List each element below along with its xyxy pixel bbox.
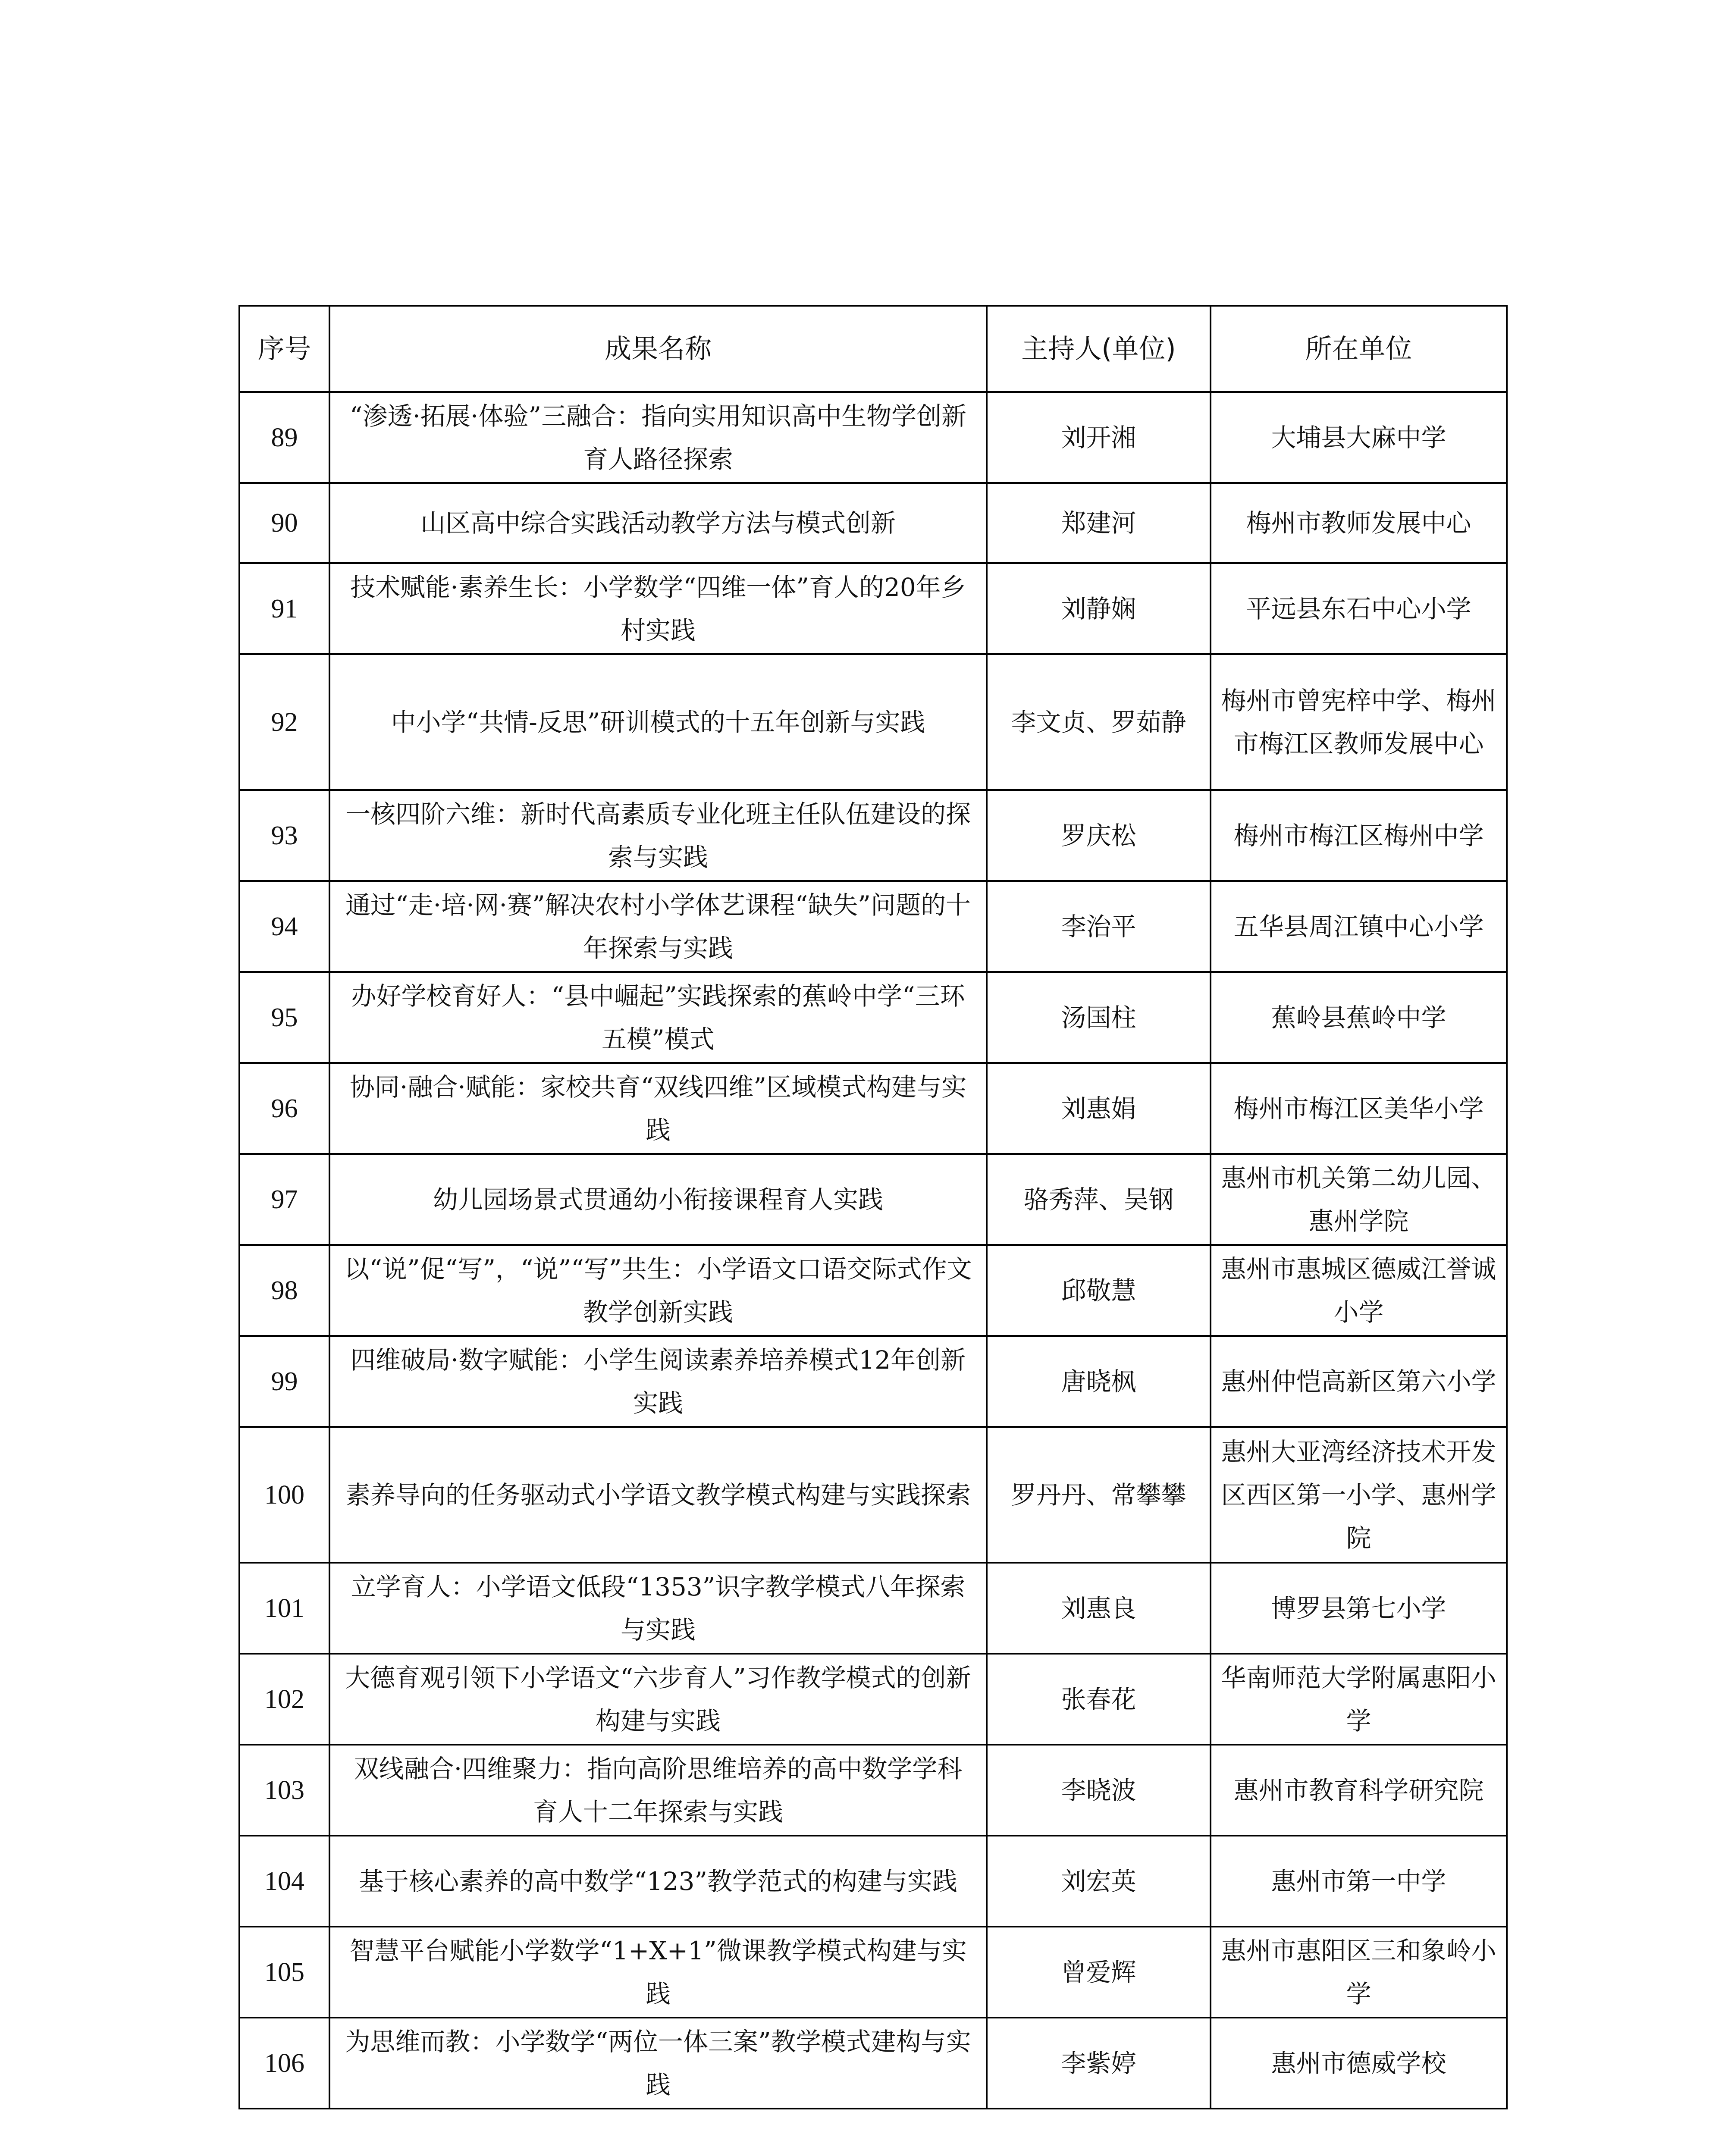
cell-host: 张春花	[987, 1654, 1211, 1745]
cell-title: 大德育观引领下小学语文“六步育人”习作教学模式的创新构建与实践	[329, 1654, 987, 1745]
table-row	[239, 881, 1507, 972]
table-row	[239, 1336, 1507, 1427]
cell-title: 技术赋能·素养生长：小学数学“四维一体”育人的20年乡村实践	[329, 563, 987, 654]
cell-host: 郑建河	[987, 483, 1211, 563]
cell-title: 中小学“共情-反思”研训模式的十五年创新与实践	[329, 654, 987, 790]
cell-title: 以“说”促“写”，“说”“写”共生：小学语文口语交际式作文教学创新实践	[329, 1245, 987, 1336]
cell-title: 山区高中综合实践活动教学方法与模式创新	[329, 483, 987, 563]
cell-title: 素养导向的任务驱动式小学语文教学模式构建与实践探索	[329, 1427, 987, 1563]
cell-title: 通过“走·培·网·赛”解决农村小学体艺课程“缺失”问题的十年探索与实践	[329, 881, 987, 972]
table-row	[239, 1154, 1507, 1245]
table-row	[239, 654, 1507, 790]
table-row	[239, 1245, 1507, 1336]
cell-host: 唐晓枫	[987, 1336, 1211, 1427]
table-row	[239, 1427, 1507, 1563]
table-row	[239, 972, 1507, 1063]
header-seq: 序号	[239, 306, 329, 392]
cell-unit: 博罗县第七小学	[1211, 1563, 1507, 1654]
table-row	[239, 1927, 1507, 2018]
table-row	[239, 1063, 1507, 1154]
cell-title: 一核四阶六维：新时代高素质专业化班主任队伍建设的探索与实践	[329, 790, 987, 881]
header-host: 主持人(单位)	[987, 306, 1211, 392]
cell-seq: 103	[239, 1745, 329, 1836]
cell-title: 幼儿园场景式贯通幼小衔接课程育人实践	[329, 1154, 987, 1245]
cell-unit: 惠州大亚湾经济技术开发区西区第一小学、惠州学院	[1211, 1427, 1507, 1563]
table-row	[239, 392, 1507, 483]
table-header-row	[239, 306, 1507, 392]
cell-host: 刘静娴	[987, 563, 1211, 654]
cell-unit: 惠州市第一中学	[1211, 1836, 1507, 1927]
cell-unit: 惠州市惠城区德威江誉诚小学	[1211, 1245, 1507, 1336]
cell-seq: 100	[239, 1427, 329, 1563]
cell-unit: 梅州市梅江区美华小学	[1211, 1063, 1507, 1154]
cell-unit: 惠州市德威学校	[1211, 2018, 1507, 2109]
cell-unit: 华南师范大学附属惠阳小学	[1211, 1654, 1507, 1745]
cell-title: 办好学校育好人：“县中崛起”实践探索的蕉岭中学“三环五模”模式	[329, 972, 987, 1063]
cell-host: 刘惠娟	[987, 1063, 1211, 1154]
cell-seq: 101	[239, 1563, 329, 1654]
cell-seq: 91	[239, 563, 329, 654]
achievements-table	[238, 305, 1508, 2109]
cell-seq: 99	[239, 1336, 329, 1427]
cell-unit: 梅州市曾宪梓中学、梅州市梅江区教师发展中心	[1211, 654, 1507, 790]
cell-host: 李治平	[987, 881, 1211, 972]
cell-unit: 梅州市教师发展中心	[1211, 483, 1507, 563]
cell-seq: 104	[239, 1836, 329, 1927]
cell-host: 骆秀萍、吴钢	[987, 1154, 1211, 1245]
cell-unit: 惠州市教育科学研究院	[1211, 1745, 1507, 1836]
table-row	[239, 483, 1507, 563]
cell-unit: 惠州仲恺高新区第六小学	[1211, 1336, 1507, 1427]
cell-host: 李紫婷	[987, 2018, 1211, 2109]
cell-host: 邱敬慧	[987, 1245, 1211, 1336]
table-row	[239, 1745, 1507, 1836]
table-row	[239, 1836, 1507, 1927]
cell-host: 刘惠良	[987, 1563, 1211, 1654]
cell-seq: 96	[239, 1063, 329, 1154]
cell-title: 为思维而教：小学数学“两位一体三案”教学模式建构与实践	[329, 2018, 987, 2109]
header-title: 成果名称	[329, 306, 987, 392]
cell-title: 智慧平台赋能小学数学“1+X+1”微课教学模式构建与实践	[329, 1927, 987, 2018]
cell-seq: 90	[239, 483, 329, 563]
cell-seq: 95	[239, 972, 329, 1063]
cell-host: 罗庆松	[987, 790, 1211, 881]
cell-title: “渗透·拓展·体验”三融合：指向实用知识高中生物学创新育人路径探索	[329, 392, 987, 483]
cell-seq: 106	[239, 2018, 329, 2109]
cell-host: 汤国柱	[987, 972, 1211, 1063]
table-row	[239, 790, 1507, 881]
cell-host: 刘宏英	[987, 1836, 1211, 1927]
table-row	[239, 2018, 1507, 2109]
cell-title: 双线融合·四维聚力：指向高阶思维培养的高中数学学科育人十二年探索与实践	[329, 1745, 987, 1836]
cell-host: 李文贞、罗茹静	[987, 654, 1211, 790]
cell-title: 四维破局·数字赋能：小学生阅读素养培养模式12年创新实践	[329, 1336, 987, 1427]
cell-seq: 94	[239, 881, 329, 972]
cell-seq: 105	[239, 1927, 329, 2018]
cell-host: 李晓波	[987, 1745, 1211, 1836]
table-row	[239, 563, 1507, 654]
cell-unit: 大埔县大麻中学	[1211, 392, 1507, 483]
cell-host: 曾爱辉	[987, 1927, 1211, 2018]
table-row	[239, 1654, 1507, 1745]
cell-seq: 97	[239, 1154, 329, 1245]
cell-unit: 蕉岭县蕉岭中学	[1211, 972, 1507, 1063]
cell-seq: 92	[239, 654, 329, 790]
cell-unit: 平远县东石中心小学	[1211, 563, 1507, 654]
cell-unit: 惠州市机关第二幼儿园、惠州学院	[1211, 1154, 1507, 1245]
cell-title: 协同·融合·赋能：家校共育“双线四维”区域模式构建与实践	[329, 1063, 987, 1154]
cell-title: 基于核心素养的高中数学“123”教学范式的构建与实践	[329, 1836, 987, 1927]
header-unit: 所在单位	[1211, 306, 1507, 392]
cell-seq: 102	[239, 1654, 329, 1745]
cell-title: 立学育人：小学语文低段“1353”识字教学模式八年探索与实践	[329, 1563, 987, 1654]
cell-seq: 93	[239, 790, 329, 881]
table-row	[239, 1563, 1507, 1654]
cell-host: 罗丹丹、常攀攀	[987, 1427, 1211, 1563]
cell-unit: 梅州市梅江区梅州中学	[1211, 790, 1507, 881]
cell-seq: 98	[239, 1245, 329, 1336]
cell-seq: 89	[239, 392, 329, 483]
cell-unit: 五华县周江镇中心小学	[1211, 881, 1507, 972]
cell-host: 刘开湘	[987, 392, 1211, 483]
cell-unit: 惠州市惠阳区三和象岭小学	[1211, 1927, 1507, 2018]
